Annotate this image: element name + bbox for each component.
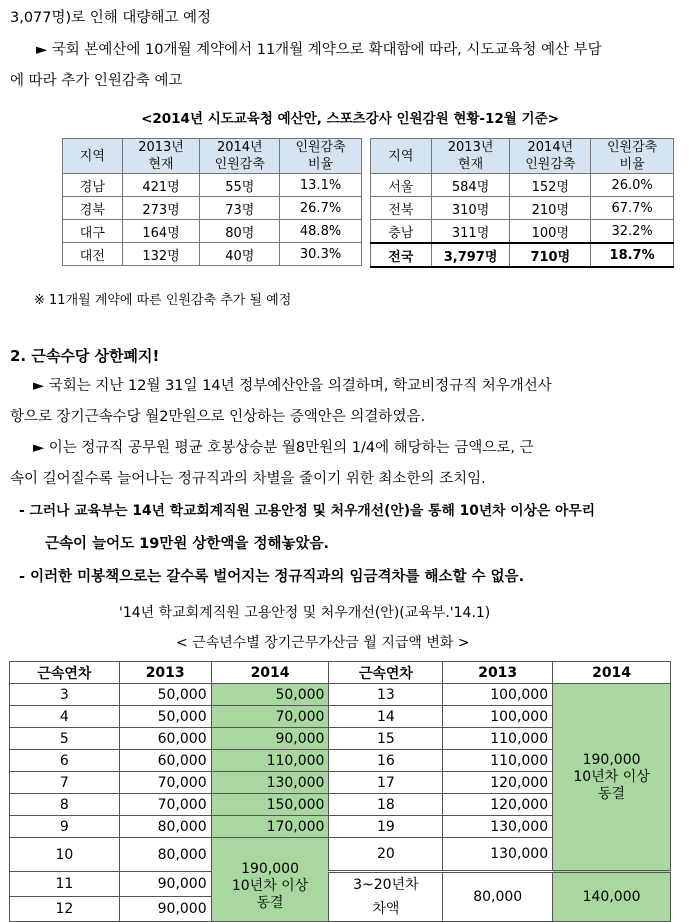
table-cell-diff-2014: 140,000 (553, 872, 671, 922)
table-cell-year: 12 (10, 897, 120, 922)
table-cell: 132명 (122, 243, 200, 266)
table-cell: 40명 (200, 243, 280, 266)
table-cell-year: 8 (10, 794, 120, 816)
table-cell-2014-merged: 190,000 10년차 이상 동결 (553, 684, 671, 872)
section2-bullet1a: - 그러나 교육부는 14년 학교회계직원 고용안정 및 처우개선(안)을 통해 10년차 이상은 아무리 (19, 503, 596, 519)
table-cell: 30.3% (280, 243, 362, 266)
table-row (371, 174, 674, 197)
table-cell: 210명 (510, 197, 591, 220)
table1-header: 인원감축 비율 (280, 139, 362, 174)
table-cell-year: 14 (329, 706, 443, 728)
table-cell-year: 20 (329, 838, 443, 872)
staff-table-right (370, 138, 674, 268)
table-cell-total: 18.7% (591, 243, 674, 267)
staff-table-left (62, 138, 362, 266)
table-cell-year: 18 (329, 794, 443, 816)
table-cell: 전북 (371, 197, 432, 220)
table-cell-total: 전국 (371, 243, 432, 267)
section2-p1a: ► 국회는 지난 12월 31일 14년 정부예산안을 의결하며, 학교비정규직 처우개선사 (33, 378, 552, 394)
intro-line-3: 에 따라 추가 인원감축 예고 (10, 73, 183, 89)
table-row (63, 174, 362, 197)
table-cell-year: 13 (329, 684, 443, 706)
table-cell-year: 3 (10, 684, 120, 706)
table-cell: 대구 (63, 220, 123, 243)
table-cell-year: 9 (10, 816, 120, 838)
table-cell-2013: 110,000 (443, 750, 553, 772)
table-cell-2013: 80,000 (119, 816, 211, 838)
table-cell-total: 3,797명 (431, 243, 510, 267)
table-cell: 대전 (63, 243, 123, 266)
table-cell: 164명 (122, 220, 200, 243)
table-cell-year: 10 (10, 838, 120, 872)
table1-header: 인원감축 비율 (591, 139, 674, 174)
section2-p1b: 항으로 장기근속수당 월2만원으로 인상하는 증액안은 의결하였음. (10, 409, 426, 425)
table-cell: 13.1% (280, 174, 362, 197)
table-cell-year: 11 (10, 872, 120, 897)
table-cell-2014-merged: 190,000 10년차 이상 동결 (211, 838, 329, 922)
table1-header: 2014년 인원감축 (200, 139, 280, 174)
intro-line-1: 3,077명)로 인해 대량해고 예정 (10, 10, 212, 26)
table-cell-2014: 90,000 (211, 728, 329, 750)
table-cell: 32.2% (591, 220, 674, 244)
intro-line-2: ► 국회 본예산에 10개월 계약에서 11개월 계약으로 확대함에 따라, 시도교육청 예산 부담 (36, 42, 602, 58)
table-cell-2013: 120,000 (443, 772, 553, 794)
table2-caption: < 근속년수별 장기근무가산금 월 지급액 변화 > (176, 635, 470, 651)
table-cell-2013: 90,000 (119, 872, 211, 897)
table1-header: 2013년 현재 (431, 139, 510, 174)
table-row (371, 220, 674, 244)
table-cell: 경북 (63, 197, 123, 220)
table-cell-year: 17 (329, 772, 443, 794)
table1-header: 2014년 인원감축 (510, 139, 591, 174)
section2-bullet2: - 이러한 미봉책으로는 갈수록 벌어지는 정규직과의 임금격차를 해소할 수 없음. (19, 569, 525, 585)
table-cell-year: 16 (329, 750, 443, 772)
table-cell: 67.7% (591, 197, 674, 220)
table-cell: 310명 (431, 197, 510, 220)
table-cell: 80명 (200, 220, 280, 243)
table-cell: 경남 (63, 174, 123, 197)
table-cell: 100명 (510, 220, 591, 244)
table-cell-2014: 70,000 (211, 706, 329, 728)
table-cell: 311명 (431, 220, 510, 244)
table2-header: 2013 (443, 662, 553, 684)
table-row (63, 220, 362, 243)
table2-header: 2014 (553, 662, 671, 684)
table-cell-2013: 110,000 (443, 728, 553, 750)
table1-header: 지역 (63, 139, 123, 174)
table-cell: 26.7% (280, 197, 362, 220)
table-cell-2013: 50,000 (119, 706, 211, 728)
table-cell-2014: 50,000 (211, 684, 329, 706)
table-cell: 273명 (122, 197, 200, 220)
table-cell-2013: 50,000 (119, 684, 211, 706)
table-cell-year: 5 (10, 728, 120, 750)
table-cell-2013: 100,000 (443, 706, 553, 728)
table1-note: ※ 11개월 계약에 따른 인원감축 추가 될 예정 (34, 293, 292, 308)
table-cell-year: 6 (10, 750, 120, 772)
table1-header: 2013년 현재 (122, 139, 200, 174)
table-cell-total: 710명 (510, 243, 591, 267)
table-row (63, 243, 362, 266)
section2-p2a: ► 이는 정규직 공무원 평균 호봉상승분 월8만원의 1/4에 해당하는 금액으로, 근 (33, 440, 534, 456)
table-cell-2014: 110,000 (211, 750, 329, 772)
table-cell: 서울 (371, 174, 432, 197)
allowance-table (9, 661, 671, 922)
section2-p2b: 속이 길어질수록 늘어나는 정규직과의 차별을 줄이기 위한 최소한의 조치임. (10, 471, 486, 487)
table-cell-2013: 60,000 (119, 728, 211, 750)
section2-bullet1b: 근속이 늘어도 19만원 상한액을 정해놓았음. (45, 536, 329, 552)
table-row (10, 684, 671, 706)
table-cell: 55명 (200, 174, 280, 197)
table-cell-2013: 100,000 (443, 684, 553, 706)
table-cell-diff-2013: 80,000 (443, 872, 553, 922)
table-cell: 152명 (510, 174, 591, 197)
table2-header: 근속연차 (329, 662, 443, 684)
table-cell-2013: 70,000 (119, 772, 211, 794)
table-cell-2013: 130,000 (443, 816, 553, 838)
section2-heading: 2. 근속수당 상한폐지! (10, 347, 160, 365)
table-cell-diff-label: 3~20년차 차액 (329, 872, 443, 922)
table-cell-2013: 120,000 (443, 794, 553, 816)
table-cell: 26.0% (591, 174, 674, 197)
table-cell: 584명 (431, 174, 510, 197)
table-cell-2014: 150,000 (211, 794, 329, 816)
source-note: '14년 학교회계직원 고용안정 및 처우개선(안)(교육부.'14.1) (119, 605, 491, 621)
table-cell-year: 4 (10, 706, 120, 728)
table-cell-2013: 90,000 (119, 897, 211, 922)
table-cell-2013: 60,000 (119, 750, 211, 772)
table1-caption: <2014년 시도교육청 예산안, 스포츠강사 인원감원 현황-12월 기준> (141, 111, 559, 127)
table-cell-2014: 130,000 (211, 772, 329, 794)
table2-header: 2013 (119, 662, 211, 684)
table1-header: 지역 (371, 139, 432, 174)
table-cell-2014: 170,000 (211, 816, 329, 838)
table2-header: 근속연차 (10, 662, 120, 684)
table-cell: 421명 (122, 174, 200, 197)
table-cell-2013: 80,000 (119, 838, 211, 872)
table-cell: 48.8% (280, 220, 362, 243)
table-cell-year: 7 (10, 772, 120, 794)
table-cell-2013: 130,000 (443, 838, 553, 872)
table-row (371, 197, 674, 220)
table-cell-year: 19 (329, 816, 443, 838)
table-cell-2013: 70,000 (119, 794, 211, 816)
table2-header: 2014 (211, 662, 329, 684)
table-row-total (371, 243, 674, 267)
table-cell: 충남 (371, 220, 432, 244)
table-cell-year: 15 (329, 728, 443, 750)
table-row (10, 872, 671, 897)
table-row (63, 197, 362, 220)
table-cell: 73명 (200, 197, 280, 220)
